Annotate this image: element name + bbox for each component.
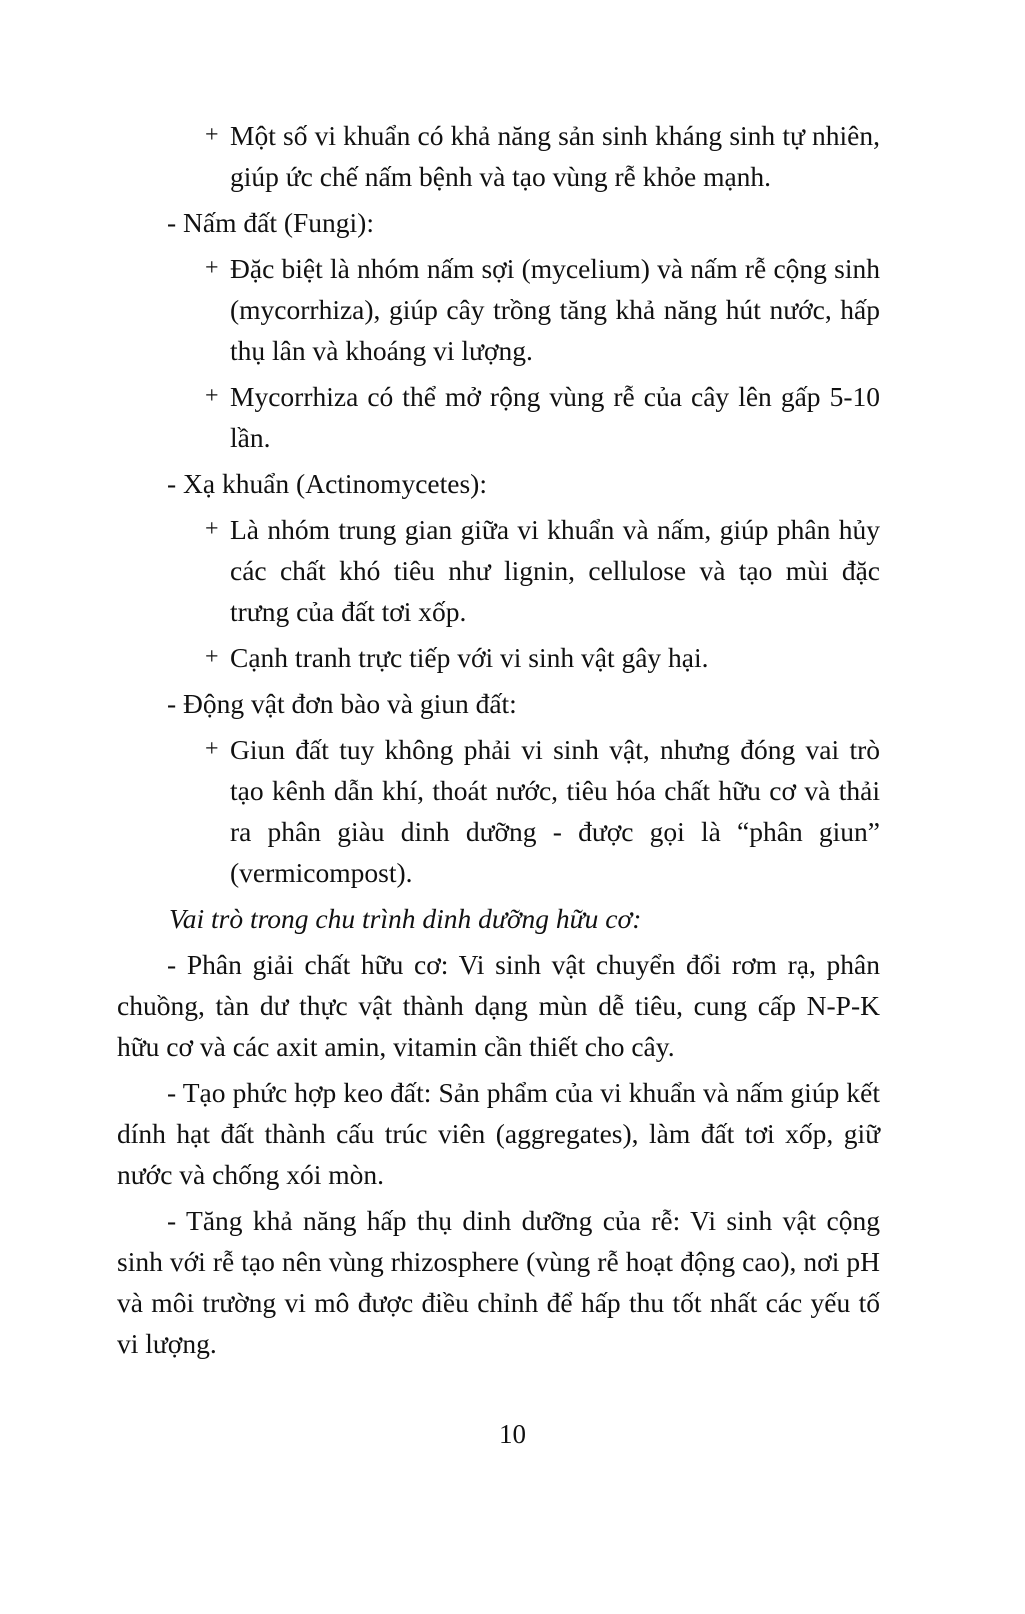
plus-bullet-icon: + xyxy=(205,516,219,542)
list-item-mycelium xyxy=(117,248,880,371)
plus-bullet-icon: + xyxy=(205,644,219,670)
list-item-mycorrhiza xyxy=(117,376,880,458)
paragraph-decomposition: - Phân giải chất hữu cơ: Vi sinh vật chuyển đổi rơm rạ, phân chuồng, tàn dư thực vật thành dạng mùn dễ tiêu, cung cấp N-P-K hữu cơ và các axit amin, vitamin cần thiết cho cây. xyxy=(117,949,880,1062)
list-item-text: Là nhóm trung gian giữa vi khuẩn và nấm, giúp phân hủy các chất khó tiêu như lignin, cellulose và tạo mùi đặc trưng của đất tơi xốp. xyxy=(230,514,880,627)
paragraph-nutrient-absorption: - Tăng khả năng hấp thụ dinh dưỡng của rễ: Vi sinh vật cộng sinh với rễ tạo nên vùng rhizosphere (vùng rễ hoạt động cao), nơi pH và môi trường vi mô được điều chỉnh để hấp thu tốt nhất các yếu tố vi lượng. xyxy=(117,1205,880,1359)
list-item-intermediate-group xyxy=(117,509,880,632)
plus-bullet-icon: + xyxy=(205,736,219,762)
plus-bullet-icon: + xyxy=(205,383,219,409)
plus-bullet-icon: + xyxy=(205,255,219,281)
list-item-earthworms xyxy=(117,729,880,893)
list-item-text: Giun đất tuy không phải vi sinh vật, nhưng đóng vai trò tạo kênh dẫn khí, thoát nước, tiêu hóa chất hữu cơ và thải ra phân giàu dinh dưỡng - được gọi là “phân giun” (vermicompost). xyxy=(230,734,880,888)
list-item-text: Đặc biệt là nhóm nấm sợi (mycelium) và nấm rễ cộng sinh (mycorrhiza), giúp cây trồng tăng khả năng hút nước, hấp thụ lân và khoáng vi lượng. xyxy=(230,253,880,366)
paragraph-soil-colloid: - Tạo phức hợp keo đất: Sản phẩm của vi khuẩn và nấm giúp kết dính hạt đất thành cấu trúc viên (aggregates), làm đất tơi xốp, giữ nước và chống xói mòn. xyxy=(117,1077,880,1190)
section-heading-protozoa-earthworms: - Động vật đơn bào và giun đất: xyxy=(167,688,517,719)
page-body xyxy=(117,115,880,1369)
page-number: 10 xyxy=(499,1419,526,1449)
section-heading-actinomycetes: - Xạ khuẩn (Actinomycetes): xyxy=(167,468,487,499)
list-item-text: Một số vi khuẩn có khả năng sản sinh kháng sinh tự nhiên, giúp ức chế nấm bệnh và tạo vùng rễ khỏe mạnh. xyxy=(230,120,880,192)
list-item-competition xyxy=(117,637,880,678)
list-item-text: Cạnh tranh trực tiếp với vi sinh vật gây hại. xyxy=(230,642,709,673)
list-item-antibiotic-bacteria xyxy=(117,115,880,197)
list-item-text: Mycorrhiza có thể mở rộng vùng rễ của cây lên gấp 5-10 lần. xyxy=(230,381,880,453)
plus-bullet-icon: + xyxy=(205,122,219,148)
section-heading-fungi: - Nấm đất (Fungi): xyxy=(167,207,374,238)
subsection-heading-nutrient-cycle: Vai trò trong chu trình dinh dưỡng hữu cơ: xyxy=(169,903,642,934)
